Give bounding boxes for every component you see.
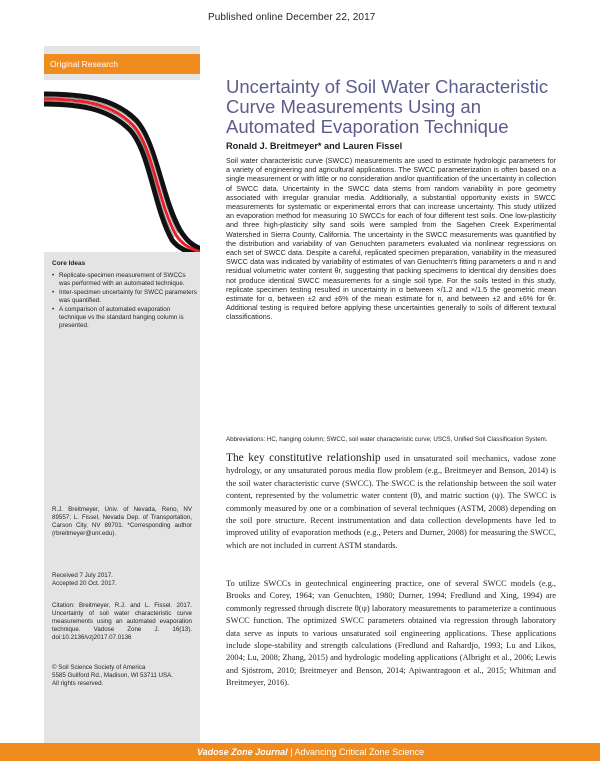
sidebar — [44, 46, 200, 743]
citation-block — [52, 602, 192, 642]
citation-text: Citation: Breitmeyer, R.J. and L. Fissel. 2017. Uncertainty of soil water characteristic curve measurements using an automated evaporation technique. Vadose Zone J. 16(13). doi:10.2136/vzj2017.07.0136 — [52, 602, 192, 641]
affiliation-text: R.J. Breitmeyer, Univ. of Nevada, Reno, NV 89557; L. Fissel, Nevada Dep. of Transportation, Carson City, NV 89701. *Corresponding author (rbreitmeyer@unr.edu). — [52, 506, 192, 537]
paragraph-lead: The key constitutive relationship — [226, 452, 381, 464]
accepted-date: Accepted 20 Oct. 2017. — [52, 580, 117, 587]
paragraph-text: used in unsaturated soil mechanics, vadose zone hydrology, or any unsaturated porous media flow problem (e.g., Breitmeyer and Benson, 2014) is the soil water characteristic curve (SWCC). The SWCC is the relationship between the soil water content, represented by the volumetric water content (θ), and matric suction (ψ). The SWCC is commonly measured by one or a combination of several techniques (ASTM, 2008) depending on the soil pore structure. Recent instrumentation and data collection developments have led to improved utility of evaporation methods (e.g., Peters and Durner, 2008) for measuring the SWCC, which are not included in current ASTM standards. — [226, 454, 557, 550]
core-idea-item: • Replicate-specimen measurement of SWCCs was performed with an automated technique. — [52, 272, 198, 288]
published-date: Published online December 22, 2017 — [208, 12, 376, 23]
body-paragraph-2: To utilize SWCCs in geotechnical engineering practice, one of several SWCC models (e.g., Brooks and Corey, 1964; van Genuchten, 1980; Durner, 1994; Fredlund and Xing, 1994) are commonly regressed through discrete θ(ψ) laboratory measurements to parameterize a continuous SWCC function. The optimized SWCC parameters obtained via regression through laboratory data serve as inputs to various unsaturated soil engineering applications. These applications include slope-stability and strength calculations (Fredlund and Rahardjo, 1993; Lu and Likos, 2004; Lu, 2008; Zhang, 2015) and hydrologic modeling applications (Albright et al., 2006; Lewis and Sjöstrom, 2010; Breitmeyer and Benson, 2014; Apiwantragoon et al., 2015; Whitman and Breitmeyer, 2016). — [226, 579, 556, 688]
footer-separator: | — [287, 747, 295, 757]
swcc-curve-graphic — [44, 80, 200, 252]
journal-name: Vadose Zone Journal — [197, 747, 288, 757]
copyright-line: 5585 Guilford Rd., Madison, WI 53711 USA. — [52, 672, 173, 679]
abstract: Soil water characteristic curve (SWCC) measurements are used to estimate hydrologic parameters for a variety of engineering and agricultural applications. The SWCC parameterization is often based on a single measurement or with little or no consideration and/or quantification of the uncertainty in collection of SWCC data. Uncertainty in the SWCC data stems from random variability in pore geometry associated with irregular granular media. Additionally, a substantial opportunity exists in SWCC measurements for systematic or experimental errors that can increase uncertainty. This study utilized an evaporation method for measuring 10 SWCCs for each of four different test soils. One low-plasticity and three high-plasticity silty sand soils were sampled from the Sagehen Creek Experimental Watershed in Sierra County, California. The uncertainty in the SWCC measurements was quantified by the distribution and variability of van Genuchten parameters evaluated via nonlinear regressions on each set of SWCC data. Despite a careful, replicated specimen preparation, variability in the measured SWCC data was indicated by variability of estimates of van Genuchten's fitting parameters α and n and residual volumetric water content θr, suggesting that packing specimens to identical dry densities does not produce identical SWCC measurements for a single soil type. For the soils tested in this study, replicate specimen testing resulted in uncertainty in α between ×/1.2 and ×/1.5 the geometric mean estimate for α, between ±2 and ±6% of the mean estimate for n, and between ±2 and ±6% for θr. Additional testing is required before applying these uncertainties generally to soils of different textural classifications. — [226, 156, 556, 322]
article-authors: Ronald J. Breitmeyer* and Lauren Fissel — [226, 141, 403, 151]
copyright-line: All rights reserved. — [52, 680, 104, 687]
copyright-block — [52, 664, 192, 688]
journal-footer — [0, 743, 600, 761]
core-ideas-list — [52, 272, 198, 331]
copyright-line: © Soil Science Society of America — [52, 664, 146, 671]
author-affiliation — [52, 506, 192, 538]
core-idea-item: • A comparison of automated evaporation technique vs the standard hanging column is presented. — [52, 306, 198, 330]
core-idea-item: • Inter-specimen uncertainty for SWCC parameters was quantified. — [52, 289, 198, 305]
article-title: Uncertainty of Soil Water Characteristic Curve Measurements Using an Automated Evaporation Technique — [226, 76, 549, 137]
swcc-figure — [44, 80, 200, 252]
core-ideas-heading: Core Ideas — [52, 260, 86, 267]
abbreviations: Abbreviations: HC, hanging column; SWCC, soil water characteristic curve; USCS, Unified Soil Classification System. — [226, 436, 548, 443]
body-paragraph-1 — [226, 452, 556, 552]
section-tag: Original Research — [44, 54, 200, 74]
received-date: Received 7 July 2017. — [52, 572, 113, 579]
journal-tagline: Advancing Critical Zone Science — [294, 747, 425, 757]
received-dates — [52, 572, 192, 588]
